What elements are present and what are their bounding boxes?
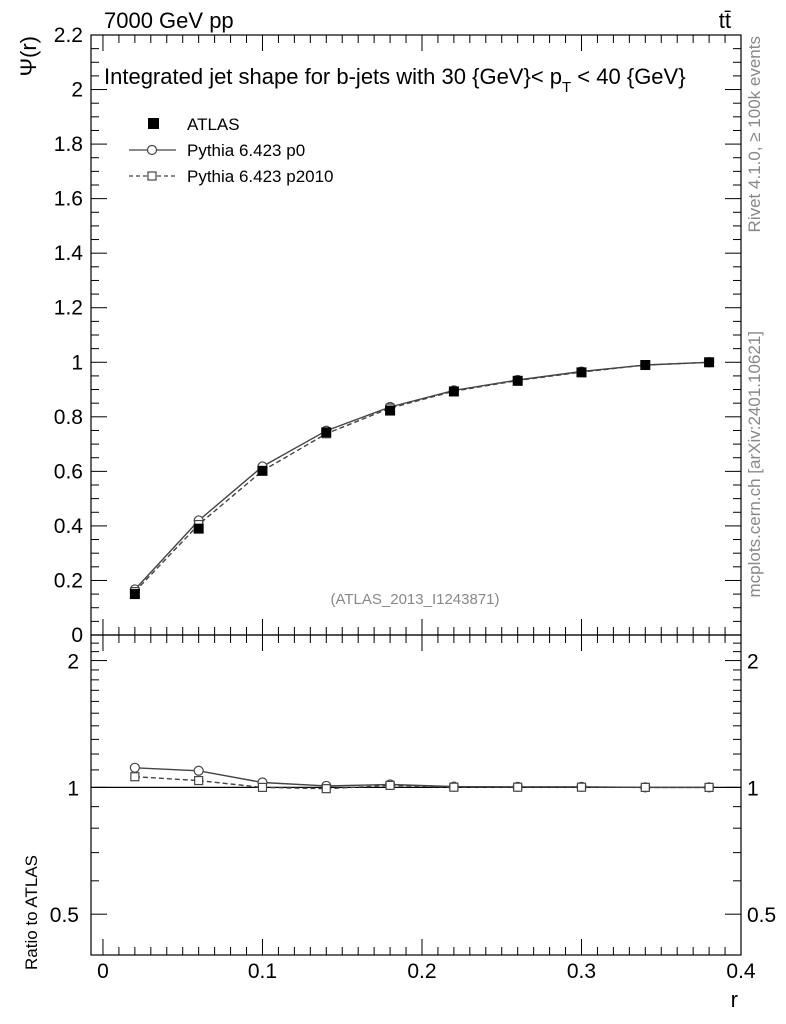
x-tick-label: 0.1: [247, 960, 278, 983]
y-tick-label: 1.2: [53, 296, 83, 320]
ratio-y-tick-label: 2: [67, 650, 79, 674]
y-tick-label: 1.8: [53, 133, 83, 157]
legend-p0-label: Pythia 6.423 p0: [187, 141, 306, 160]
ratio-y-axis-label: Ratio to ATLAS: [22, 855, 41, 970]
x-tick-label: 0.3: [566, 960, 597, 983]
series-line-pythia-p0: [135, 362, 709, 589]
ratio-series-layer: [130, 763, 713, 792]
y-tick-label: 0: [71, 624, 83, 647]
ratio-point-pythia-p2010: [450, 783, 458, 791]
ratio-y-tick-label: 1: [67, 777, 79, 801]
x-axis-label: r: [730, 987, 738, 1012]
legend-p0-marker: [148, 146, 157, 155]
ratio-point-pythia-p2010: [322, 785, 330, 793]
ratio-point-pythia-p2010: [258, 783, 266, 791]
point-atlas: [321, 427, 331, 437]
y-tick-label: 0.4: [53, 514, 83, 538]
ratio-y-tick-label-right: 2: [747, 650, 759, 674]
rivet-label: Rivet 4.1.0, ≥ 100k events: [745, 36, 764, 233]
point-atlas: [385, 406, 395, 416]
legend-p2010-marker: [148, 172, 156, 180]
ratio-point-pythia-p2010: [514, 783, 522, 791]
ratio-y-tick-label-right: 1: [747, 777, 759, 801]
y-tick-label: 0.2: [53, 569, 83, 593]
y-axis-label: Ψ(r): [16, 36, 41, 77]
main-series-layer: [130, 357, 714, 599]
mcplots-label: mcplots.cern.ch [arXiv:2401.10621]: [745, 331, 764, 598]
y-tick-label: 2.2: [53, 24, 83, 47]
y-tick-label: 2: [71, 78, 83, 102]
series-line-pythia-p2010: [135, 362, 709, 591]
energy-label: 7000 GeV pp: [104, 8, 234, 33]
point-atlas: [257, 466, 267, 476]
ratio-y-tick-label-right: 0.5: [747, 904, 777, 928]
ratio-point-pythia-p2010: [386, 781, 394, 789]
ratio-point-pythia-p0: [194, 766, 203, 775]
ratio-point-pythia-p2010: [641, 783, 649, 791]
point-atlas: [449, 386, 459, 396]
y-tick-label: 1.4: [53, 242, 83, 266]
x-tick-label: 0.2: [407, 960, 437, 983]
point-atlas: [130, 589, 140, 599]
y-tick-label: 0.6: [53, 460, 83, 484]
x-tick-label: 0.4: [726, 960, 756, 983]
ratio-point-pythia-p2010: [131, 773, 139, 781]
ratio-y-tick-label: 0.5: [49, 904, 79, 928]
ratio-point-pythia-p2010: [195, 777, 203, 785]
legend-p2010-label: Pythia 6.423 p2010: [187, 167, 334, 186]
point-atlas: [640, 360, 650, 370]
point-atlas: [704, 357, 714, 367]
y-tick-label: 1.6: [53, 187, 83, 211]
process-label: tt̄: [718, 8, 731, 33]
legend: [129, 115, 334, 186]
ratio-line-pythia-p0: [135, 768, 709, 788]
ratio-point-pythia-p2010: [577, 783, 585, 791]
legend-atlas-label: ATLAS: [187, 115, 240, 134]
ratio-point-pythia-p0: [130, 763, 139, 772]
point-atlas: [513, 376, 523, 386]
point-atlas: [576, 367, 586, 377]
point-atlas: [194, 524, 204, 534]
analysis-label: (ATLAS_2013_I1243871): [330, 591, 500, 608]
legend-atlas-marker: [148, 118, 159, 129]
x-tick-label: 0: [97, 960, 109, 983]
ratio-plot-frame: [91, 635, 741, 955]
axis-ticks: [50, 24, 776, 983]
y-tick-label: 0.8: [53, 405, 83, 429]
y-tick-label: 1: [71, 351, 83, 375]
plot-title: Integrated jet shape for b-jets with 30 $\{GeV\}< p_T < 40$ {GeV}: [104, 64, 686, 96]
ratio-point-pythia-p2010: [705, 783, 713, 791]
